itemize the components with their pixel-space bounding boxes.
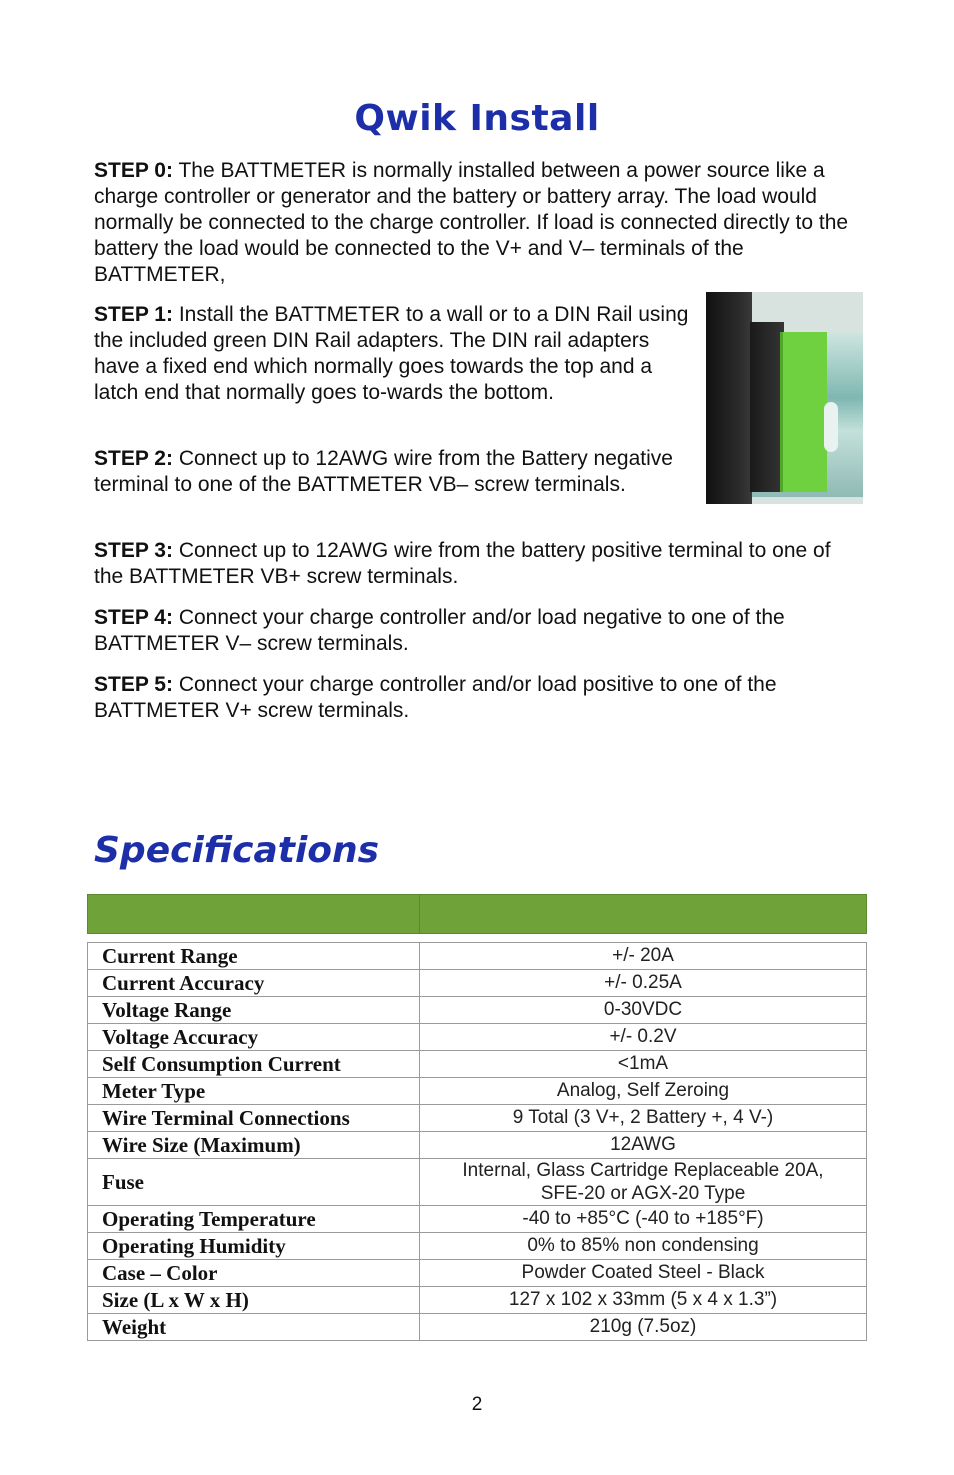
spec-row <box>88 1078 867 1105</box>
step-text: Connect your charge controller and/or load positive to one of the BATTMETER V+ screw terminals. <box>94 673 777 722</box>
step-label: STEP 5: <box>94 673 173 696</box>
spec-row <box>88 970 867 997</box>
spec-value-line: SFE-20 or AGX-20 Type <box>540 1183 746 1204</box>
spec-label: Case – Color <box>88 1260 420 1287</box>
rail-slot <box>824 402 838 452</box>
spec-value: 127 x 102 x 33mm (5 x 4 x 1.3”) <box>420 1287 867 1314</box>
spec-label: Wire Terminal Connections <box>88 1105 420 1132</box>
meter-case <box>706 292 752 504</box>
spec-value: 0% to 85% non condensing <box>420 1233 867 1260</box>
spec-value: 0-30VDC <box>420 997 867 1024</box>
spec-label: Operating Temperature <box>88 1206 420 1233</box>
spec-row <box>88 1314 867 1341</box>
spec-label: Current Accuracy <box>88 970 420 997</box>
spec-value-line: Internal, Glass Cartridge Replaceable 20A, <box>462 1160 824 1181</box>
spec-label: Wire Size (Maximum) <box>88 1132 420 1159</box>
green-din-adapter <box>780 332 827 492</box>
step-text: The BATTMETER is normally installed between a power source like a charge controller or generator and the battery or battery array. The load would normally be connected to the charge controller. If load is connected directly to the battery the load would be connected to the V+ and V– terminals of the BATTMETER, <box>94 159 849 286</box>
spec-row <box>88 943 867 970</box>
step-label: STEP 2: <box>94 447 173 470</box>
qwik-install-title: Qwik Install <box>354 98 600 139</box>
spec-value: 210g (7.5oz) <box>420 1314 867 1341</box>
spec-label: Fuse <box>88 1159 420 1206</box>
spec-row <box>88 1206 867 1233</box>
spec-value: <1mA <box>420 1051 867 1078</box>
step-2 <box>94 446 699 498</box>
spec-label: Operating Humidity <box>88 1233 420 1260</box>
spec-row <box>88 997 867 1024</box>
spec-value <box>420 1159 867 1206</box>
spec-row <box>88 1132 867 1159</box>
spec-value: Analog, Self Zeroing <box>420 1078 867 1105</box>
spec-label: Meter Type <box>88 1078 420 1105</box>
spec-label: Voltage Range <box>88 997 420 1024</box>
step-label: STEP 1: <box>94 303 173 326</box>
mount-block <box>750 322 784 492</box>
din-rail-photo <box>706 292 863 504</box>
step-label: STEP 3: <box>94 539 173 562</box>
step-3 <box>94 538 864 590</box>
spec-value: +/- 0.2V <box>420 1024 867 1051</box>
spec-label: Self Consumption Current <box>88 1051 420 1078</box>
step-5 <box>94 672 864 724</box>
specifications-title: Specifications <box>94 830 380 871</box>
step-text: Install the BATTMETER to a wall or to a DIN Rail using the included green DIN Rail adapters. The DIN rail adapters have a fixed end which normally goes towards the top and a latch end that normally goes to-wards the bottom. <box>94 303 689 404</box>
spec-row <box>88 1260 867 1287</box>
spec-label: Current Range <box>88 943 420 970</box>
spec-header-cell <box>88 895 420 934</box>
step-text: Connect your charge controller and/or load negative to one of the BATTMETER V– screw terminals. <box>94 606 785 655</box>
page-number: 2 <box>471 1394 483 1415</box>
spec-value: +/- 20A <box>420 943 867 970</box>
spec-header-row <box>88 895 867 934</box>
step-text: Connect up to 12AWG wire from the Battery negative terminal to one of the BATTMETER VB– screw terminals. <box>94 447 673 496</box>
spec-value: Powder Coated Steel - Black <box>420 1260 867 1287</box>
spec-value: -40 to +85°C (-40 to +185°F) <box>420 1206 867 1233</box>
step-1 <box>94 302 694 406</box>
step-4 <box>94 605 864 657</box>
spec-row <box>88 1024 867 1051</box>
spec-value: 12AWG <box>420 1132 867 1159</box>
spec-row <box>88 1105 867 1132</box>
spec-row <box>88 1233 867 1260</box>
spec-value: +/- 0.25A <box>420 970 867 997</box>
spec-row <box>88 1287 867 1314</box>
spec-label: Size (L x W x H) <box>88 1287 420 1314</box>
spec-row <box>88 1159 867 1206</box>
spec-label: Weight <box>88 1314 420 1341</box>
spec-table <box>87 894 867 1341</box>
spec-header-cell <box>420 895 867 934</box>
step-label: STEP 0: <box>94 159 173 182</box>
spec-value: 9 Total (3 V+, 2 Battery +, 4 V-) <box>420 1105 867 1132</box>
spec-label: Voltage Accuracy <box>88 1024 420 1051</box>
step-label: STEP 4: <box>94 606 173 629</box>
step-0 <box>94 158 864 288</box>
spec-row <box>88 1051 867 1078</box>
step-text: Connect up to 12AWG wire from the battery positive terminal to one of the BATTMETER VB+ screw terminals. <box>94 539 831 588</box>
